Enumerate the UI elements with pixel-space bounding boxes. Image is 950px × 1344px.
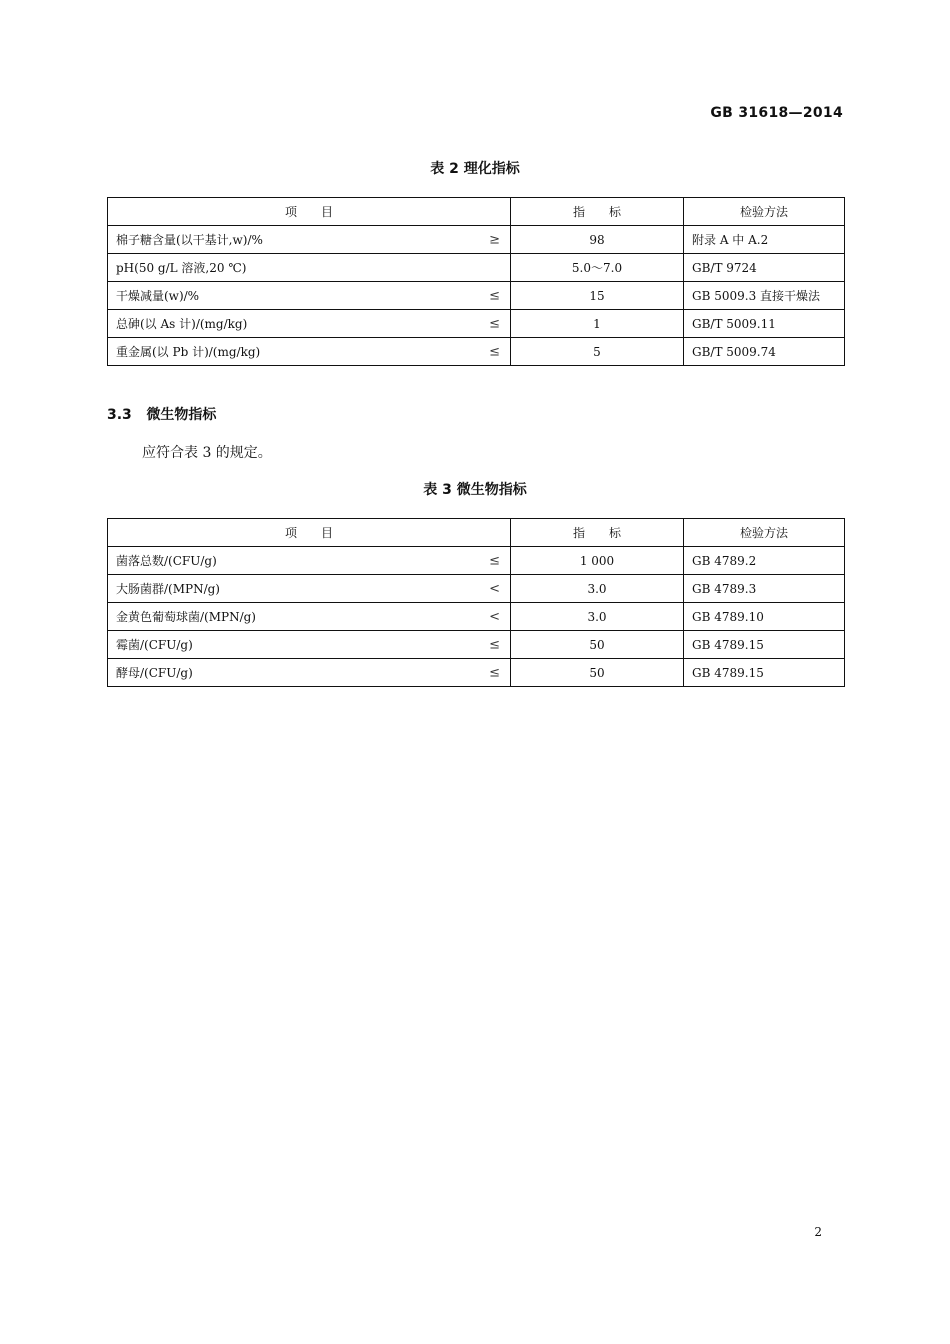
item-cell (108, 547, 511, 575)
column-header-item: 项 目 (108, 519, 511, 547)
value-cell: 98 (511, 226, 684, 254)
column-header-value: 指 标 (511, 198, 684, 226)
item-label: 金黄色葡萄球菌/(MPN/g) (116, 610, 256, 624)
section-heading (107, 404, 216, 424)
method-cell: 附录 A 中 A.2 (684, 226, 845, 254)
standard-code: GB 31618—2014 (710, 105, 843, 121)
table-row (108, 226, 845, 254)
item-label: 干燥减量(w)/% (116, 289, 200, 303)
value-cell: 5 (511, 338, 684, 366)
table-row (108, 282, 845, 310)
comparison-symbol: < (489, 581, 500, 596)
item-label: 棉子糖含量(以干基计,w)/% (116, 233, 263, 247)
table3-caption: 表 3 微生物指标 (423, 482, 527, 498)
value-cell: 3.0 (511, 575, 684, 603)
item-cell (108, 338, 511, 366)
column-header-value: 指 标 (511, 519, 684, 547)
table-row (108, 547, 845, 575)
table2 (107, 197, 845, 366)
item-label: 菌落总数/(CFU/g) (116, 554, 217, 568)
item-cell (108, 631, 511, 659)
value-cell: 5.0～7.0 (511, 254, 684, 282)
table2-header-row (108, 198, 845, 226)
table-row (108, 603, 845, 631)
comparison-symbol: ≤ (489, 553, 500, 568)
table-row (108, 310, 845, 338)
method-cell: GB/T 9724 (684, 254, 845, 282)
item-label: 重金属(以 Pb 计)/(mg/kg) (116, 345, 261, 359)
comparison-symbol: ≤ (489, 288, 500, 303)
item-label: pH(50 g/L 溶液,20 ℃) (116, 261, 247, 275)
item-label: 总砷(以 As 计)/(mg/kg) (116, 317, 248, 331)
section-number: 3.3 (107, 407, 132, 423)
value-cell: 1 (511, 310, 684, 338)
table-row (108, 575, 845, 603)
method-cell: GB 4789.3 (684, 575, 845, 603)
method-cell: GB 4789.10 (684, 603, 845, 631)
method-cell: GB 4789.15 (684, 659, 845, 687)
page-number: 2 (814, 1225, 822, 1239)
item-label: 酵母/(CFU/g) (116, 666, 193, 680)
column-header-method: 检验方法 (684, 198, 845, 226)
comparison-symbol: ≤ (489, 344, 500, 359)
comparison-symbol: ≤ (489, 637, 500, 652)
table-row (108, 254, 845, 282)
method-cell: GB 5009.3 直接干燥法 (684, 282, 845, 310)
table3-header-row (108, 519, 845, 547)
item-cell (108, 282, 511, 310)
method-cell: GB/T 5009.11 (684, 310, 845, 338)
item-cell (108, 254, 511, 282)
value-cell: 1 000 (511, 547, 684, 575)
comparison-symbol: ≥ (489, 232, 500, 247)
item-cell (108, 226, 511, 254)
method-cell: GB 4789.2 (684, 547, 845, 575)
value-cell: 3.0 (511, 603, 684, 631)
method-cell: GB 4789.15 (684, 631, 845, 659)
value-cell: 50 (511, 631, 684, 659)
section-paragraph: 应符合表 3 的规定。 (142, 445, 272, 461)
table2-caption: 表 2 理化指标 (430, 161, 520, 177)
value-cell: 15 (511, 282, 684, 310)
table-row (108, 631, 845, 659)
item-cell (108, 575, 511, 603)
comparison-symbol: < (489, 609, 500, 624)
column-header-item: 项 目 (108, 198, 511, 226)
item-label: 霉菌/(CFU/g) (116, 638, 193, 652)
column-header-method: 检验方法 (684, 519, 845, 547)
table3 (107, 518, 845, 687)
item-cell (108, 310, 511, 338)
comparison-symbol: ≤ (489, 665, 500, 680)
value-cell: 50 (511, 659, 684, 687)
table-row (108, 659, 845, 687)
comparison-symbol: ≤ (489, 316, 500, 331)
item-cell (108, 603, 511, 631)
method-cell: GB/T 5009.74 (684, 338, 845, 366)
item-cell (108, 659, 511, 687)
table-row (108, 338, 845, 366)
section-title: 微生物指标 (146, 407, 217, 423)
item-label: 大肠菌群/(MPN/g) (116, 582, 220, 596)
